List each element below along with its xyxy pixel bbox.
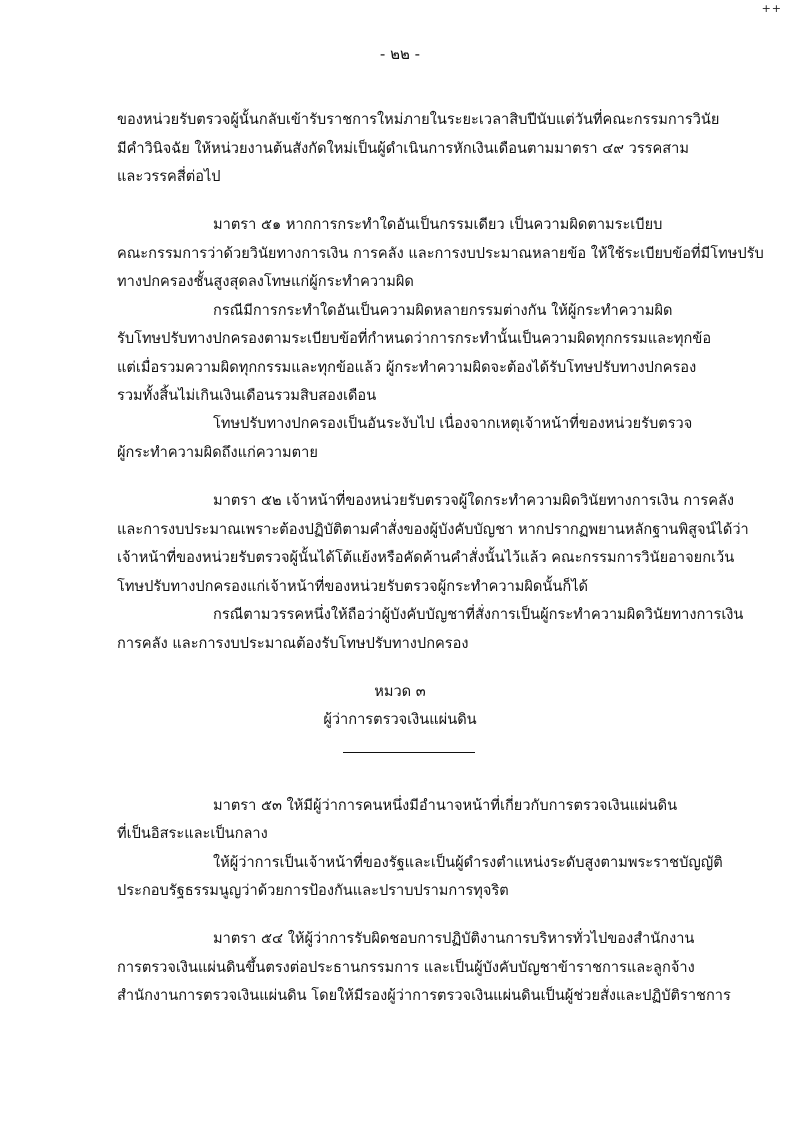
section-heading-line: มาตรา ๕๔ ให้ผู้ว่าการรับผิดชอบการปฏิบัติงานการบริหารทั่วไปของสำนักงาน [213,930,695,947]
text-line: รับโทษปรับทางปกครองตามระเบียบข้อที่กำหนดว่าการกระทำนั้นเป็นความผิดทุกกรรมและทุกข้อ [117,330,712,347]
chapter-number: หมวด ๓ [374,683,426,700]
text-line: และวรรคสี่ต่อไป [117,168,221,185]
text-line: เจ้าหน้าที่ของหน่วยรับตรวจผู้นั้นได้โต้แย้งหรือคัดค้านคำสั่งนั้นไว้แล้ว คณะกรรมการวินัยอาจยกเว้น [117,549,735,566]
chapter-title: ผู้ว่าการตรวจเงินแผ่นดิน [323,711,477,728]
paragraph-start-line: กรณีตามวรรคหนึ่งให้ถือว่าผู้บังคับบัญชาที่สั่งการเป็นผู้กระทำความผิดวินัยทางการเงิน [213,606,744,623]
text-line: การคลัง และการงบประมาณต้องรับโทษปรับทางปกครอง [117,635,469,652]
section-heading-line: มาตรา ๕๓ ให้มีผู้ว่าการคนหนึ่งมีอำนาจหน้าที่เกี่ยวกับการตรวจเงินแผ่นดิน [213,797,678,814]
text-line: รวมทั้งสิ้นไม่เกินเงินเดือนรวมสิบสองเดือน [117,387,377,404]
text-line: คณะกรรมการว่าด้วยวินัยทางการเงิน การคลัง และการงบประมาณหลายข้อ ให้ใช้ระเบียบข้อที่มีโทษปรับ [117,245,764,262]
text-line: ทางปกครองชั้นสูงสุดลงโทษแก่ผู้กระทำความผิด [117,273,414,290]
text-line: การตรวจเงินแผ่นดินขึ้นตรงต่อประธานกรรมการ และเป็นผู้บังคับบัญชาข้าราชการและลูกจ้าง [117,959,695,976]
paragraph-start-line: โทษปรับทางปกครองเป็นอันระงับไป เนื่องจากเหตุเจ้าหน้าที่ของหน่วยรับตรวจ [213,415,693,432]
section-heading-line: มาตรา ๕๒ เจ้าหน้าที่ของหน่วยรับตรวจผู้ใดกระทำความผิดวินัยทางการเงิน การคลัง [213,492,735,509]
corner-mark: ++ [761,2,782,15]
text-line: ผู้กระทำความผิดถึงแก่ความตาย [117,444,318,461]
text-line: สำนักงานการตรวจเงินแผ่นดิน โดยให้มีรองผู้ว่าการตรวจเงินแผ่นดินเป็นผู้ช่วยสั่งและปฏิบัติราชการ [117,987,731,1004]
text-line: แต่เมื่อรวมความผิดทุกกรรมและทุกข้อแล้ว ผู้กระทำความผิดจะต้องได้รับโทษปรับทางปกครอง [117,359,697,376]
text-line: ของหน่วยรับตรวจผู้นั้นกลับเข้ารับราชการใหม่ภายในระยะเวลาสิบปีนับแต่วันที่คณะกรรมการวินัย [117,111,720,128]
chapter-divider [343,752,475,753]
text-line: ประกอบรัฐธรรมนูญว่าด้วยการป้องกันและปราบปรามการทุจริต [117,882,509,899]
text-line: มีคำวินิจฉัย ให้หน่วยงานต้นสังกัดใหม่เป็นผู้ดำเนินการหักเงินเดือนตามมาตรา ๔๙ วรรคสาม [117,140,689,157]
paragraph-start-line: กรณีมีการกระทำใดอันเป็นความผิดหลายกรรมต่างกัน ให้ผู้กระทำความผิด [213,302,673,319]
paragraph-start-line: ให้ผู้ว่าการเป็นเจ้าหน้าที่ของรัฐและเป็นผู้ดำรงตำแหน่งระดับสูงตามพระราชบัญญัติ [213,854,723,871]
text-line: ที่เป็นอิสระและเป็นกลาง [117,825,268,842]
text-line: และการงบประมาณเพราะต้องปฏิบัติตามคำสั่งของผู้บังคับบัญชา หากปรากฏพยานหลักฐานพิสูจน์ได้ว่า [117,521,749,538]
text-line: โทษปรับทางปกครองแก่เจ้าหน้าที่ของหน่วยรับตรวจผู้กระทำความผิดนั้นก็ได้ [117,578,589,595]
section-heading-line: มาตรา ๕๑ หากการกระทำใดอันเป็นกรรมเดียว เป็นความผิดตามระเบียบ [213,216,663,233]
page-number: - ๒๒ - [379,45,421,63]
